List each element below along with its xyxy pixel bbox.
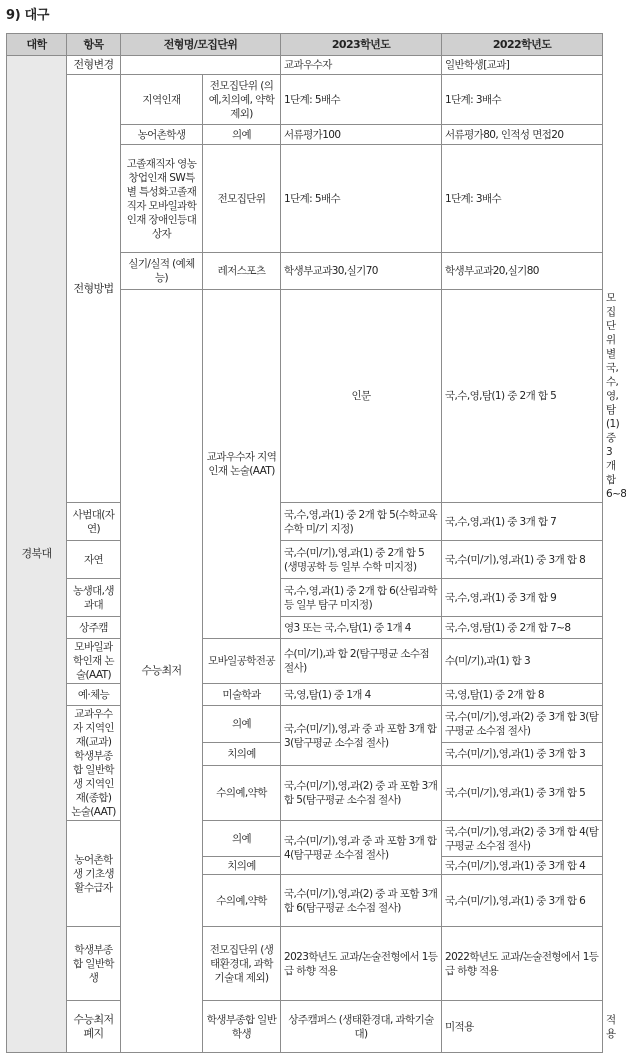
cell-2022: 국,수(미/기),영,과(1) 중 3개 합 8 [442, 541, 603, 579]
cell-2022: 국,수(미/기),영,과(1) 중 3개 합 3 [442, 742, 603, 765]
item-change: 전형변경 [67, 56, 121, 75]
admission-type: 모바일과학인재 논술(AAT) [67, 639, 121, 684]
table-row: 수능최저 교과우수자 지역인재 논술(AAT) 인문 국,수,영,탐(1) 중 2개 합 5 모집단위별 국,수,영,탐(1) 중 3개 합 6~8 [7, 290, 603, 503]
admission-type: 교과우수자 지역인재(교과) 학생부종합 일반학생 지역인재(종합) 논술(AAT) [67, 706, 121, 821]
cell-2023: 서류평가100 [281, 125, 442, 145]
cell-2023: 국,수,영,탐(1) 중 2개 합 5 [442, 290, 603, 503]
admission-type: 학생부종합 일반학생 [203, 1001, 281, 1053]
table-row [7, 56, 603, 75]
admission-unit: 전모집단위 (생태환경대, 과학기술대 제외) [203, 927, 281, 1001]
admission-type: 예·체능 [67, 684, 121, 706]
cell-2022: 국,수(미/기),영,과(2) 중 3개 합 4(탐구평균 소수점 절사) [442, 821, 603, 857]
cell-2022: 국,영,탐(1) 중 2개 합 8 [442, 684, 603, 706]
admission-unit: 전모집단위 (의예,치의예, 약학 제외) [203, 75, 281, 125]
admission-unit: 미술학과 [203, 684, 281, 706]
table-row [7, 927, 603, 1001]
header-year-2023: 2023학년도 [281, 34, 442, 56]
admission-unit: 의예 [203, 821, 281, 857]
admission-unit: 상주캠퍼스 (생태환경대, 과학기술대) [281, 1001, 442, 1053]
cell-2023: 교과우수자 [281, 56, 442, 75]
cell-2022: 일반학생[교과] [442, 56, 603, 75]
table-row [7, 639, 603, 684]
cell-2023: 1단계: 5배수 [281, 145, 442, 253]
admission-type: 지역인재 [121, 75, 203, 125]
cell-2023: 수(미/기),과 합 2(탐구평균 소수점 절사) [281, 639, 442, 684]
item-method: 전형방법 [67, 75, 121, 503]
admission-type: 학생부종합 일반학생 [67, 927, 121, 1001]
table-row [7, 579, 603, 617]
table-row [7, 706, 603, 743]
cell-2022: 국,수(미/기),영,과(1) 중 3개 합 5 [442, 766, 603, 821]
cell-2023: 국,수(미/기),영,과 중 과 포함 3개 합 4(탐구평균 소수점 절사) [281, 821, 442, 875]
cell-2023: 학생부교과30,실기70 [281, 253, 442, 290]
cell-2022: 1단계: 3배수 [442, 145, 603, 253]
section-heading: 9) 대구 [6, 8, 50, 23]
admission-unit: 수의예,약학 [203, 875, 281, 927]
admission-type: 실기/실적 (예체능) [121, 253, 203, 290]
admission-unit: 치의예 [203, 857, 281, 875]
cell-2022: 국,수(미/기),영,과(1) 중 3개 합 6 [442, 875, 603, 927]
admissions-comparison-table [6, 33, 626, 1053]
admission-unit: 상주캠 [67, 617, 121, 639]
cell-2023: 1단계: 5배수 [281, 75, 442, 125]
admission-unit: 전모집단위 [203, 145, 281, 253]
cell-2023: 국,수(미/기),영,과 중 과 포함 3개 합 3(탐구평균 소수점 절사) [281, 706, 442, 766]
admission-type: 교과우수자 지역인재 논술(AAT) [203, 290, 281, 639]
cell-2022: 서류평가80, 인적성 면접20 [442, 125, 603, 145]
cell-2022: 국,수(미/기),영,과(2) 중 3개 합 3(탐구평균 소수점 절사) [442, 706, 603, 743]
admission-unit: 레저스포츠 [203, 253, 281, 290]
cell-2023: 국,수(미/기),영,과(2) 중 과 포함 3개 합 6(탐구평균 소수점 절사) [281, 875, 442, 927]
header-item: 항목 [67, 34, 121, 56]
cell-2022: 학생부교과20,실기80 [442, 253, 603, 290]
cell-2022: 1단계: 3배수 [442, 75, 603, 125]
table-row: 수능최저 폐지 학생부종합 일반학생 상주캠퍼스 (생태환경대, 과학기술대) 미적용 적용 [7, 1001, 603, 1053]
admission-unit: 사범대(자연) [67, 503, 121, 541]
admission-unit: 인문 [281, 290, 442, 503]
table-header-row [7, 34, 603, 56]
cell-2023: 국,영,탐(1) 중 1개 4 [281, 684, 442, 706]
admission-unit: 모바일공학전공 [203, 639, 281, 684]
cell-2022: 2022학년도 교과/논술전형에서 1등급 하향 적용 [442, 927, 603, 1001]
item-csat-abolished: 수능최저 폐지 [67, 1001, 121, 1053]
cell-2022: 국,수,영,탐(1) 중 2개 합 7~8 [442, 617, 603, 639]
table-row [7, 75, 603, 125]
cell-2023: 국,수(미/기),영,과(2) 중 과 포함 3개 합 5(탐구평균 소수점 절사) [281, 766, 442, 821]
item-csat-minimum: 수능최저 [121, 290, 203, 1053]
header-year-2022: 2022학년도 [442, 34, 603, 56]
cell-2022: 수(미/기),과(1) 합 3 [442, 639, 603, 684]
cell-2022: 국,수,영,과(1) 중 3개 합 9 [442, 579, 603, 617]
header-admission-unit: 전형명/모집단위 [121, 34, 281, 56]
table-row [7, 541, 603, 579]
cell-2023: 국,수,영,과(1) 중 2개 합 6(산림과학 등 일부 탐구 미지정) [281, 579, 442, 617]
table-row [7, 821, 603, 857]
cell-2022: 국,수,영,과(1) 중 3개 합 7 [442, 503, 603, 541]
admission-unit: 자연 [67, 541, 121, 579]
table-row [7, 503, 603, 541]
admission-type: 고졸재직자 영농창업인재 SW특별 특성화고졸재직자 모바일과학인재 장애인등대상자 [121, 145, 203, 253]
admission-type: 농어촌학생 [121, 125, 203, 145]
empty-cell [121, 56, 281, 75]
cell-2023: 영3 또는 국,수,탐(1) 중 1개 4 [281, 617, 442, 639]
cell-2023: 국,수(미/기),영,과(1) 중 2개 합 5 (생명공학 등 일부 수학 미지정) [281, 541, 442, 579]
cell-2022: 국,수(미/기),영,과(1) 중 3개 합 4 [442, 857, 603, 875]
admission-unit: 치의예 [203, 742, 281, 765]
admission-unit: 의예 [203, 125, 281, 145]
cell-2023: 미적용 [442, 1001, 603, 1053]
cell-2023: 2023학년도 교과/논술전형에서 1등급 하향 적용 [281, 927, 442, 1001]
table-row [7, 684, 603, 706]
table-row [7, 617, 603, 639]
cell-2023: 국,수,영,과(1) 중 2개 합 5(수학교육 수학 미/기 지정) [281, 503, 442, 541]
admission-unit: 의예 [203, 706, 281, 743]
admission-type: 농어촌학생 기초생활수급자 [67, 821, 121, 927]
admission-unit: 농생대,생과대 [67, 579, 121, 617]
header-university: 대학 [7, 34, 67, 56]
university-cell: 경북대 [7, 56, 67, 1053]
admission-unit: 수의예,약학 [203, 766, 281, 821]
